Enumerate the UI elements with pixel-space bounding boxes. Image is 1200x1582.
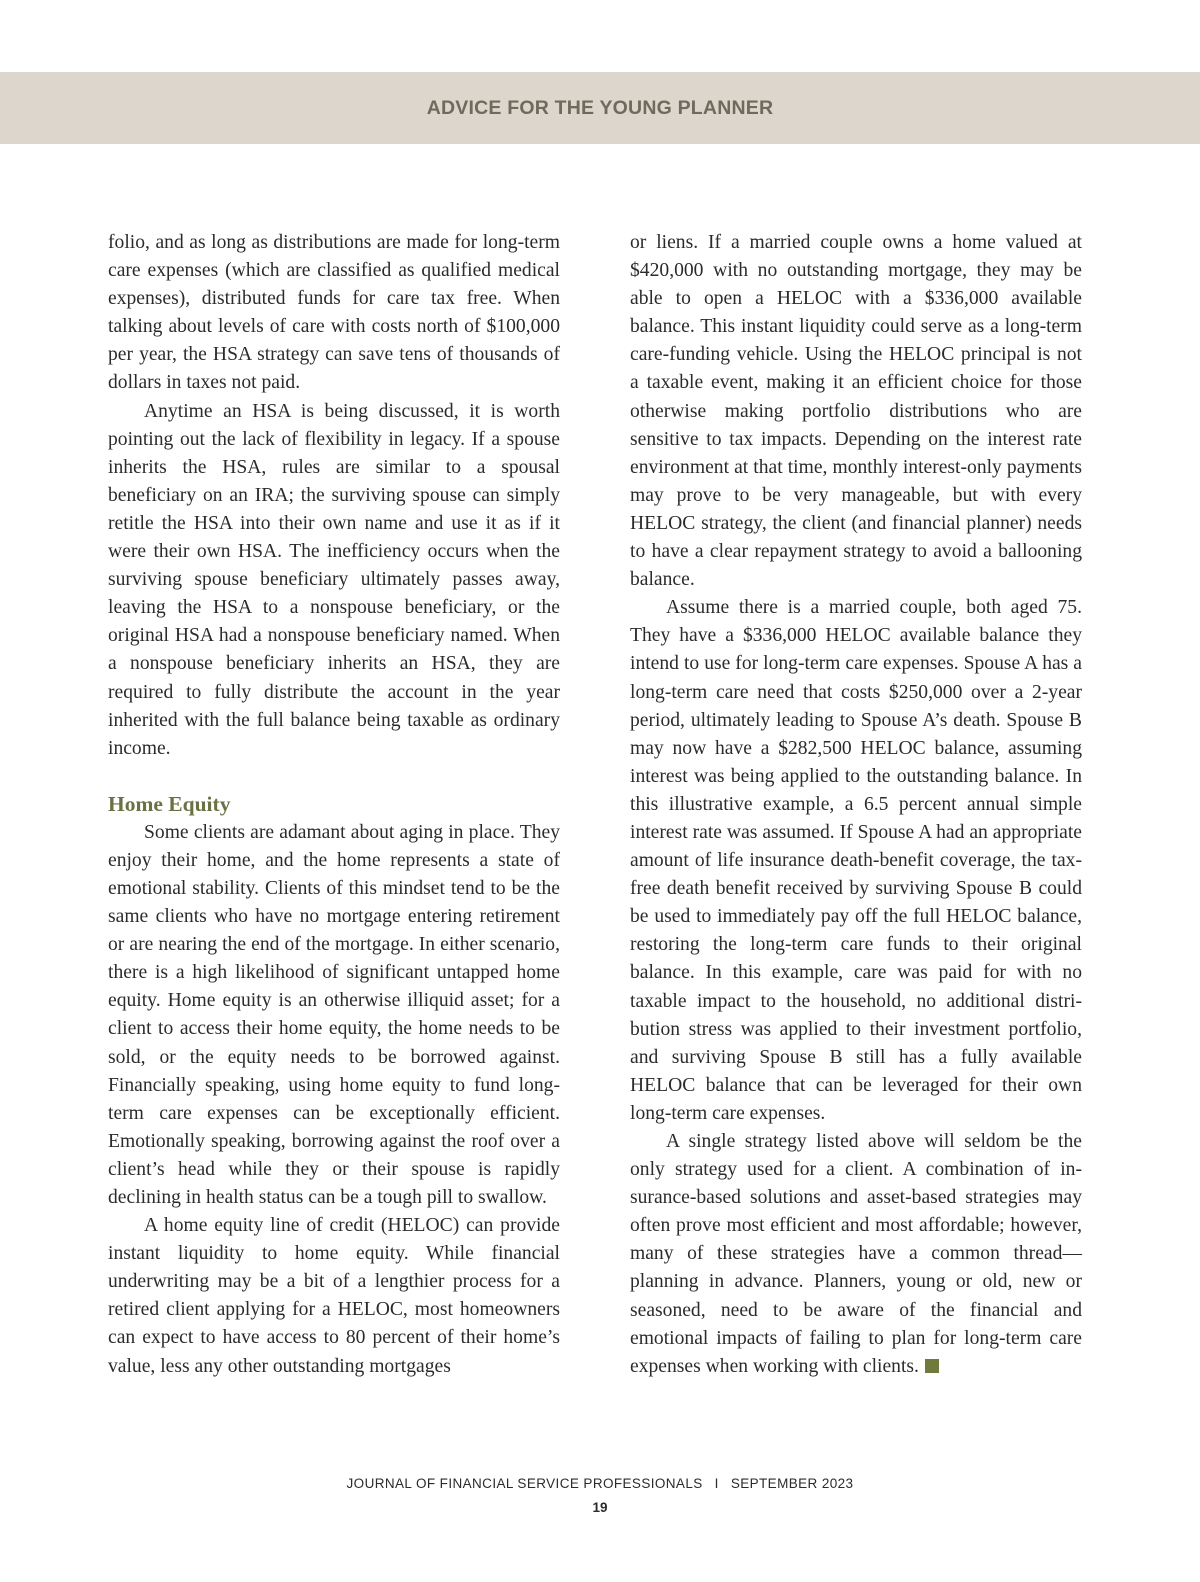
paragraph: A home equity line of credit (HELOC) can provide instant liquidity to home equity. While financial underwriting may be a bit of a lengthier process for a retired client applying for a HELOC, most homeowners can expect to have access to 80 percent of their home’s value, less any other outstanding mortgages [108, 1215, 560, 1377]
running-header-title: ADVICE FOR THE YOUNG PLANNER [426, 96, 774, 119]
paragraph: Some clients are adamant about aging in place. They enjoy their home, and the home represents a state of emotional stability. Clients of this mindset tend to be the same clients who have no mortgage entering retirement or are nearing the end of the mortgage. In either scenario, there is a high likelihood of significant untapped home equity. Home equity is an otherwise illiquid asset; for a client to access their home equity, the home needs to be sold, or the equity needs to be borrowed against. Financially speaking, using home equity to fund long-term care expenses can be exceptionally efficient. Emotionally speaking, borrowing against the roof over a client’s head while they or their spouse is rapidly declining in health status can be a tough pill to swallow. [108, 821, 560, 1208]
paragraph-text: A single strategy listed above will seldom be the only strategy used for a client. A combination of insurance-based solutions and asset-based strategies may often prove most efficient and most affordable; however, many of these strategies have a common thread—planning in advance. Planners, young or old, new or seasoned, need to be aware of the financial and emotional impacts of failing to plan for long-term care expenses when working with clients. [630, 1131, 1082, 1377]
end-of-article-square-icon [925, 1359, 939, 1373]
footer-journal-line [0, 1476, 1200, 1491]
paragraph: or liens. If a married couple owns a home valued at $420,000 with no outstanding mortgage, they may be able to open a HELOC with a $336,000 available balance. This instant liquidity could serve as a long-term care-funding vehicle. Using the HELOC principal is not a taxable event, making it an efficient choice for those otherwise making portfolio distributions who are sensitive to tax impacts. Depending on the interest rate environment at that time, monthly interest-only payments may prove to be very manageable, but with every HELOC strategy, the client (and financial planner) needs to have a clear repayment strategy to avoid a ballooning balance. [630, 232, 1082, 591]
paragraph: Anytime an HSA is being discussed, it is worth pointing out the lack of flexibility in legacy. If a spouse inherits the HSA, rules are similar to a spousal beneficiary on an IRA; the surviving spouse can simply retitle the HSA into their own name and use it as if it were their own HSA. The inefficiency occurs when the surviving spouse beneficiary ultimately passes away, leaving the HSA to a nonspouse beneficiary, or the original HSA had a nonspouse beneficiary named. When a nonspouse beneficiary inherits an HSA, they are required to fully distribute the account in the year inherited with the full balance being taxable as ordinary income. [108, 400, 560, 759]
page-number: 19 [592, 1500, 608, 1515]
paragraph: Assume there is a married couple, both aged 75. They have a $336,000 HELOC available balance they intend to use for long-term care expenses. Spouse A has a long-term care need that costs $250,000 over a 2-year period, ultimately leading to Spouse A’s death. Spouse B may now have a $282,500 HELOC balance, assuming interest was being applied to the outstanding balance. In this illustrative example, a 6.5 percent annual simple interest rate was assumed. If Spouse A had an appropriate amount of life insurance death-benefit coverage, the tax-free death benefit received by surviving Spouse B could be used to immediately pay off the full HELOC balance, restoring the long-term care funds to their original balance. In this example, care was paid for with no taxable impact to the household, no additional distribution stress was applied to their investment portfolio, and surviving Spouse B still has a fully available HELOC balance that can be leveraged for their own long-term care expenses. [630, 597, 1082, 1124]
paragraph: folio, and as long as distributions are made for long-term care expenses (which are classified as qualified medical expenses), distributed funds for care tax free. When talking about levels of care with costs north of $100,000 per year, the HSA strategy can save tens of thousands of dollars in taxes not paid. [108, 232, 560, 394]
footer-journal-name: JOURNAL OF FINANCIAL SERVICE PROFESSIONALS [346, 1476, 703, 1491]
section-heading-home-equity: Home Equity [108, 791, 231, 816]
left-column [108, 229, 560, 1381]
footer-separator: I [714, 1476, 719, 1491]
footer-issue-date: SEPTEMBER 2023 [730, 1476, 854, 1491]
paragraph-final [630, 1128, 1082, 1381]
running-header-band [0, 72, 1200, 144]
right-column [630, 229, 1082, 1381]
